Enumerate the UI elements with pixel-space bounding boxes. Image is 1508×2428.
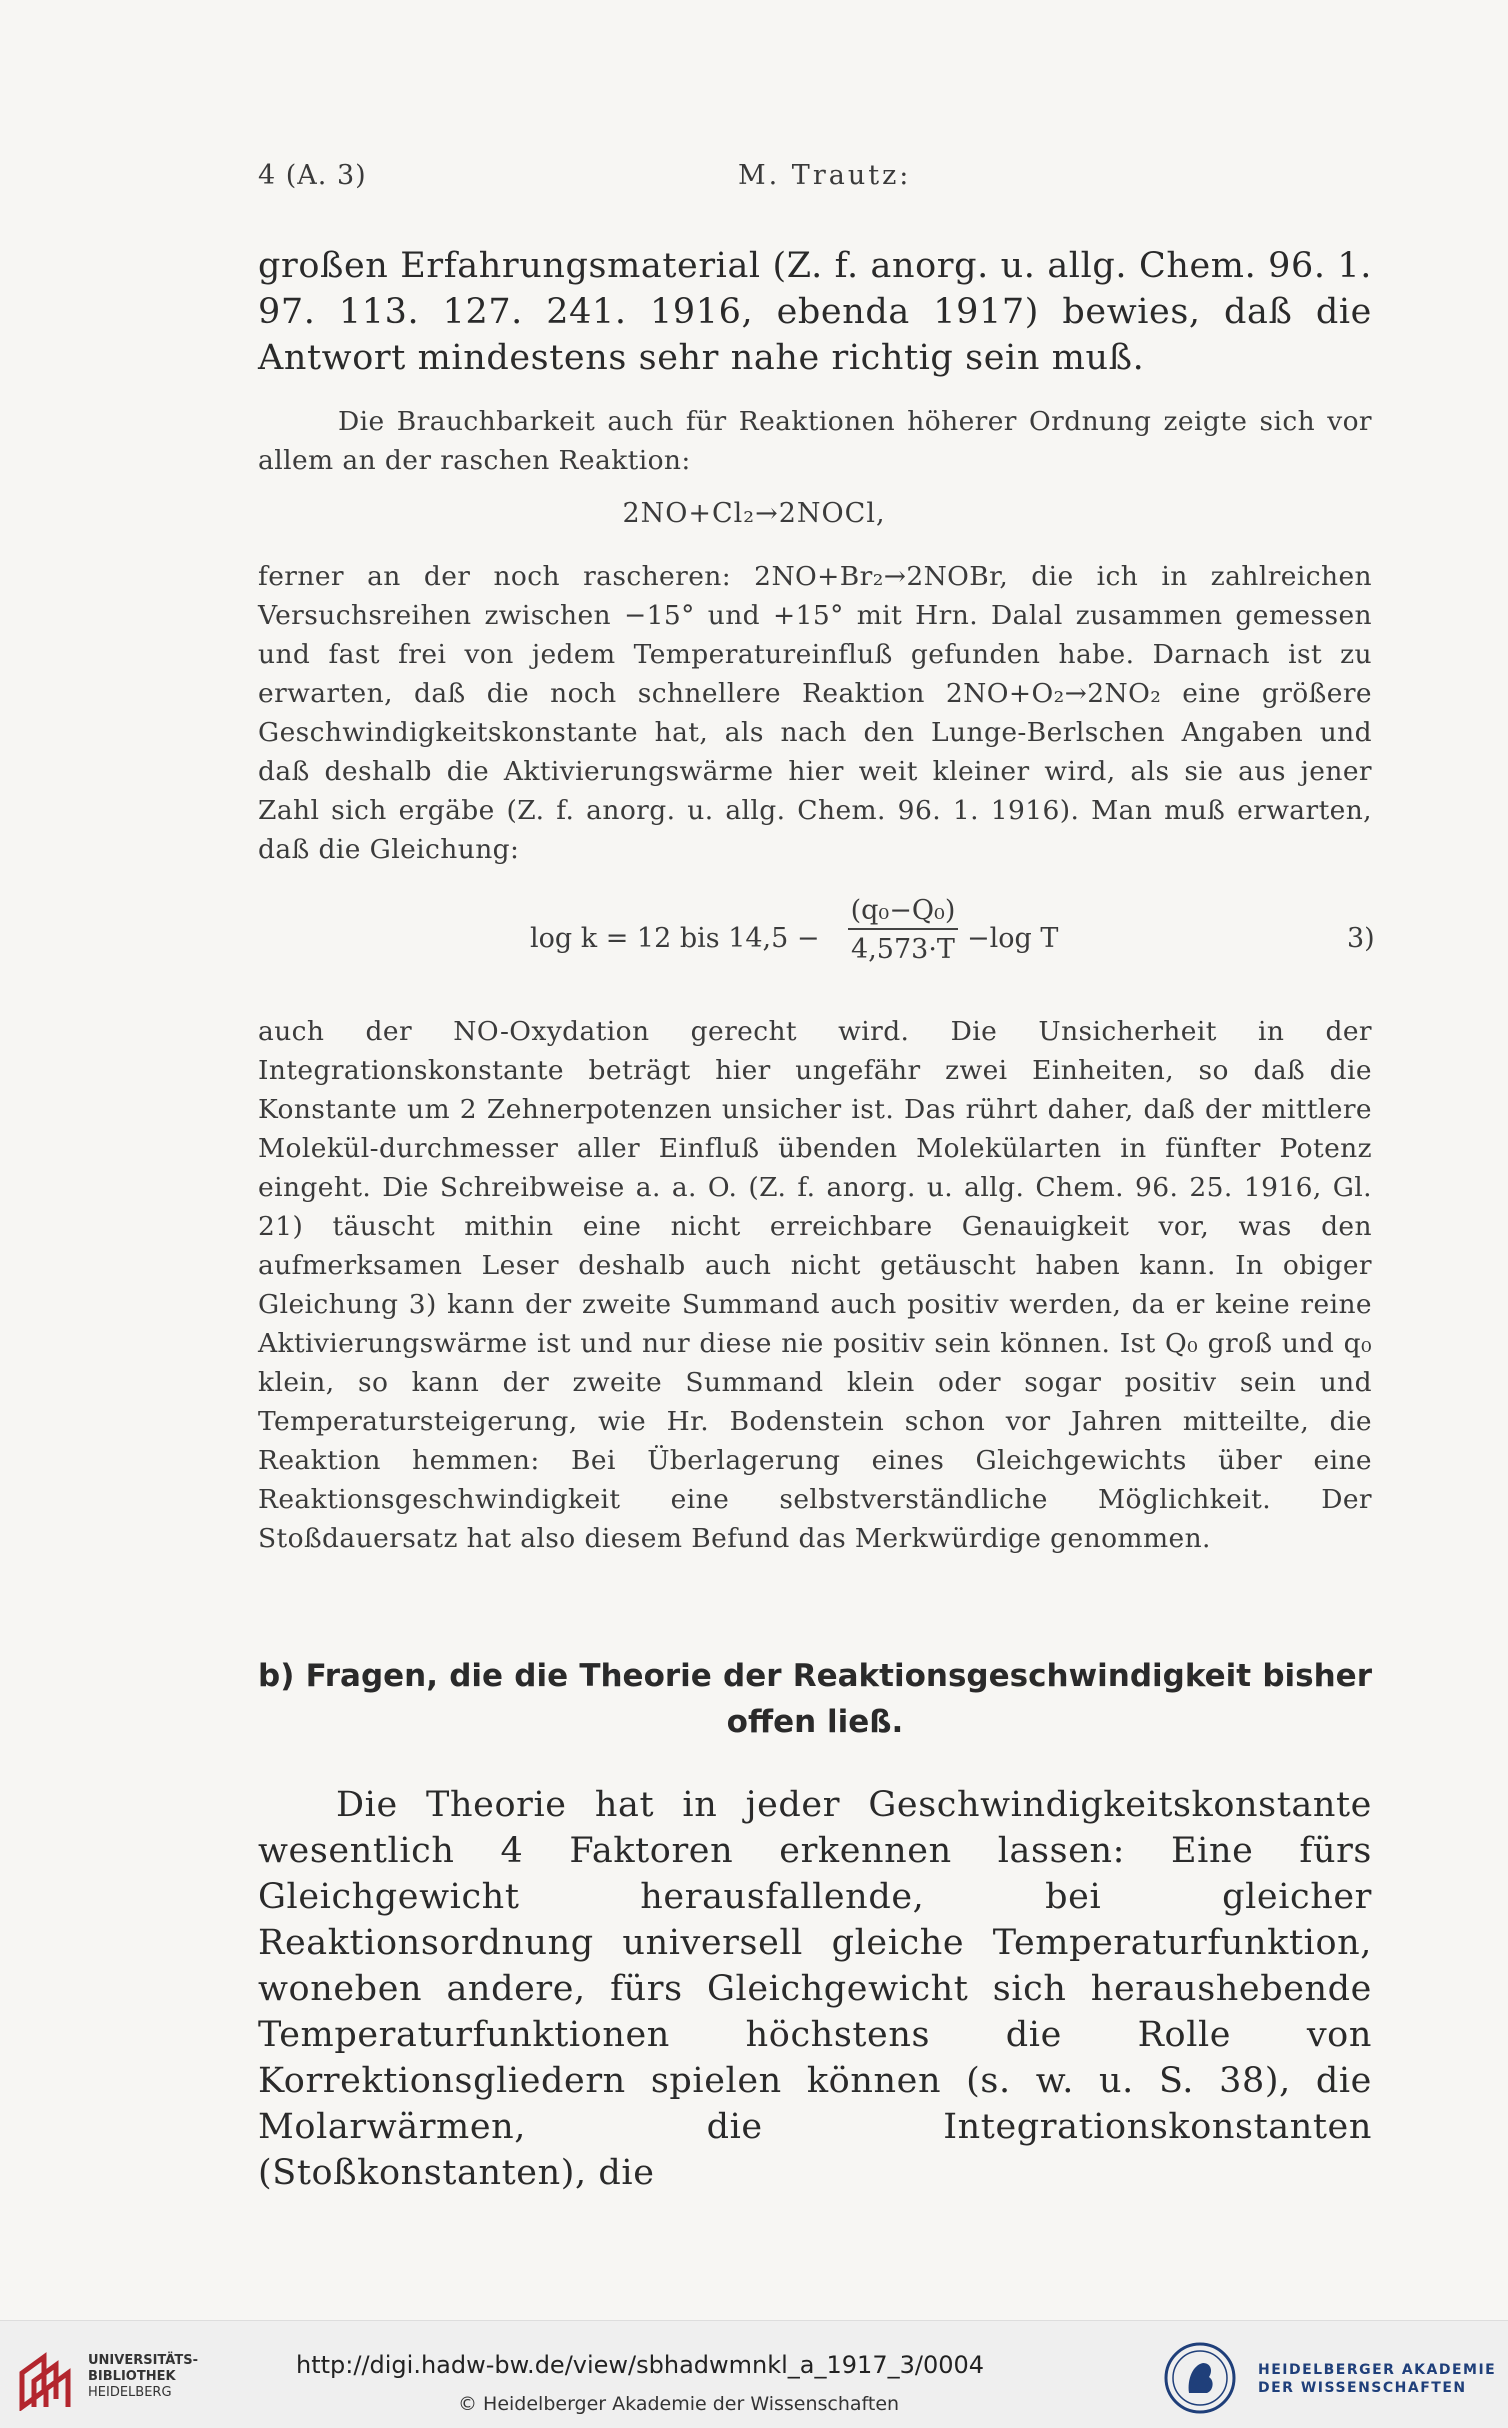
section-heading-line-2: offen ließ. — [726, 1704, 904, 1740]
paragraph-2: Die Brauchbarkeit auch für Reaktionen höherer Ordnung zeigte sich vor allem an der raschen Reaktion: — [258, 406, 1372, 476]
paragraph-4: auch der NO-Oxydation gerecht wird. Die Unsicherheit in der Integrationskonstante beträgt hier ungefähr zwei Einheiten, so daß die Konstante um 2 Zehnerpotenzen unsicher ist. Das rührt daher, daß der mittlere Molekül-durchmesser aller Einfluß übenden Molekülarten in fünfter Potenz eingeht. Die Schreibweise a. a. O. (Z. f. anorg. u. allg. Chem. 96. 25. 1916, Gl. 21) täuscht mithin eine nicht erreichbare Genauigkeit vor, was den aufmerksamen Leser deshalb auch nicht getäuscht haben kann. In obiger Gleichung 3) kann der zweite Summand auch positiv werden, da er keine reine Aktivierungswärme ist und nur diese nie positiv sein können. Ist Q₀ groß und q₀ klein, so kann der zweite Summand klein oder sogar positiv sein und Temperatursteigerung, wie Hr. Bodenstein schon vor Jahren mitteilte, die Reaktion hemmen: Bei Überlagerung eines Gleichgewichts über eine Reaktionsgeschwindigkeit eine selbstverständliche Möglichkeit. Der Stoßdauersatz hat also diesem Befund das Merkwürdige genommen. — [258, 1016, 1372, 1554]
page-number: 4 (A. 3) — [258, 160, 367, 191]
paragraph-1: großen Erfahrungsmaterial (Z. f. anorg. u. allg. Chem. 96. 1. 97. 113. 127. 241. 1916, ebenda 1917) bewies, daß die Antwort mindestens sehr nahe richtig sein muß. — [258, 246, 1372, 378]
academy-name: HEIDELBERGER AKADEMIE DER WISSENSCHAFTEN — [1258, 2362, 1497, 2396]
university-library-logo-icon — [14, 2351, 78, 2411]
equation-no-cl2: 2NO+Cl₂→2NOCl, — [622, 498, 886, 529]
equation-number: 3) — [1347, 923, 1375, 954]
formula-numerator: (q₀−Q₀) — [848, 895, 958, 930]
author-header: M. Trautz: — [738, 160, 912, 191]
academy-seal-icon — [1163, 2341, 1237, 2415]
paragraph-5: Die Theorie hat in jeder Geschwindigkeitskonstante wesentlich 4 Faktoren erkennen lassen: Eine fürs Gleichgewicht herausfallende, bei gleicher Reaktionsordnung universell gleiche Temperaturfunktion, woneben andere, fürs Gleichgewicht sich heraushebende Temperaturfunktionen höchstens die Rolle von Korrektionsgliedern spielen können (s. w. u. S. 38), die Molarwärmen, die Integrationskonstanten (Stoßkonstanten), die — [258, 1785, 1372, 2193]
library-name: UNIVERSITÄTS- BIBLIOTHEK HEIDELBERG — [88, 2353, 198, 2400]
copyright-notice: © Heidelberger Akademie der Wissenschaften — [458, 2393, 900, 2415]
document-url-link[interactable]: http://digi.hadw-bw.de/view/sbhadwmnkl_a_1917_3/0004 — [296, 2351, 985, 2379]
footer-bar — [0, 2320, 1508, 2428]
equation-3 — [530, 895, 1390, 975]
formula-fraction — [848, 895, 958, 965]
paragraph-3: ferner an der noch rascheren: 2NO+Br₂→2NOBr, die ich in zahlreichen Versuchsreihen zwischen −15° und +15° mit Hrn. Dalal zusammen gemessen und fast frei von jedem Temperatureinfluß gefunden habe. Darnach ist zu erwarten, daß die noch schnellere Reaktion 2NO+O₂→2NO₂ eine größere Geschwindigkeitskonstante hat, als nach den Lunge-Berlschen Angaben und daß deshalb die Aktivierungswärme hier weit kleiner wird, als sie aus jener Zahl sich ergäbe (Z. f. anorg. u. allg. Chem. 96. 1. 1916). Man muß erwarten, daß die Gleichung: — [258, 561, 1372, 865]
formula-rhs: −log T — [967, 923, 1059, 954]
section-heading-line-1: b) Fragen, die die Theorie der Reaktionsgeschwindigkeit bisher — [258, 1658, 1372, 1694]
formula-denominator: 4,573·T — [851, 934, 955, 965]
formula-lhs: log k = 12 bis 14,5 − — [530, 923, 820, 954]
section-heading — [258, 1653, 1372, 1745]
